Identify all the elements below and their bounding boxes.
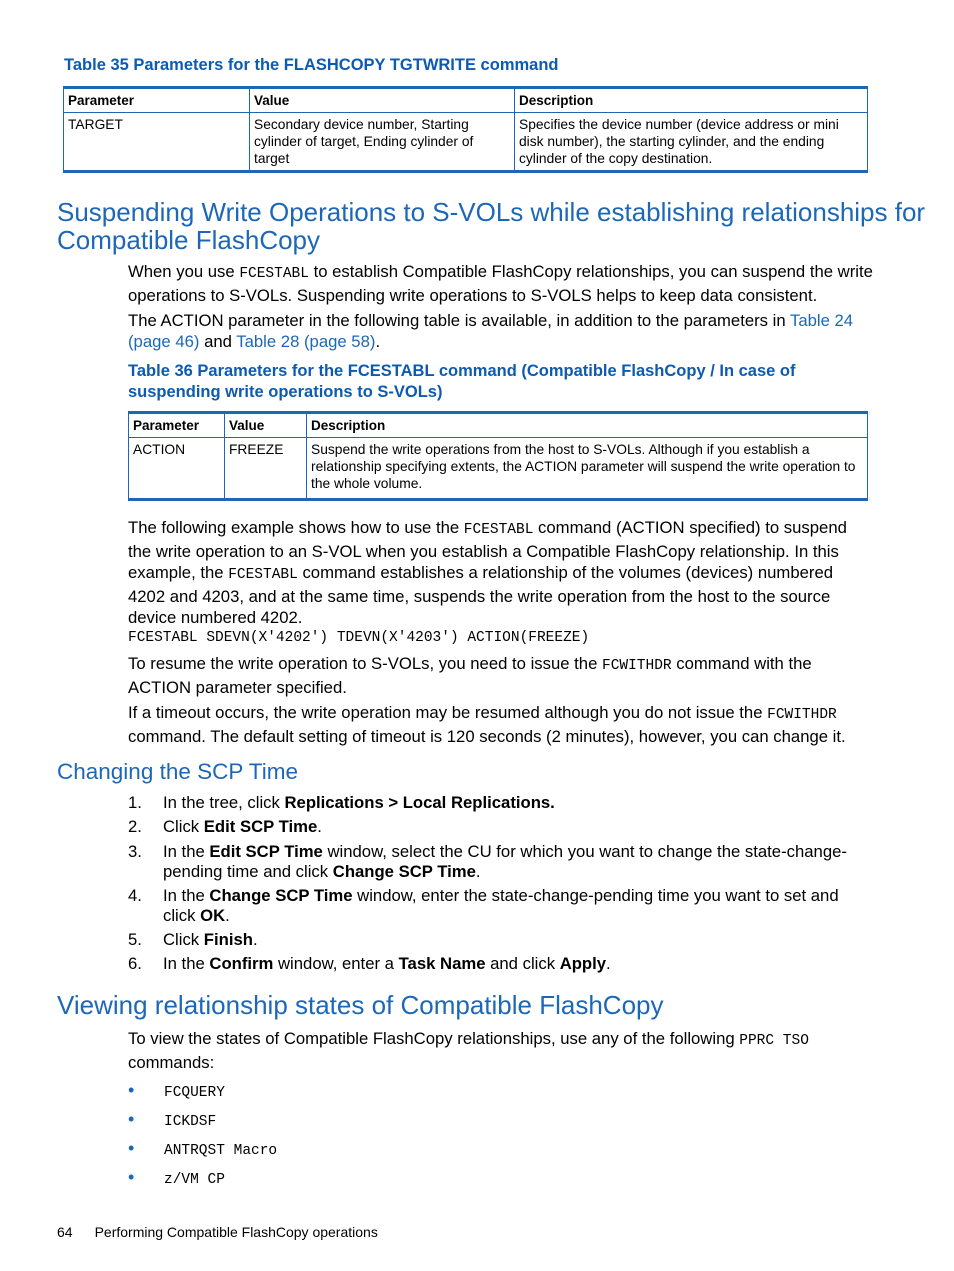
table-row: [129, 438, 868, 500]
steps-list: [128, 793, 873, 978]
code-inline: FCESTABL: [463, 522, 534, 538]
code-inline: FCWITHDR: [767, 707, 837, 723]
table36-header-description: Description: [307, 413, 868, 438]
table35-header-description: Description: [515, 88, 868, 113]
text: .: [252, 930, 258, 949]
table35-cell-parameter: TARGET: [64, 113, 250, 172]
bullet-icon: •: [128, 1109, 135, 1129]
code-inline: FCWITHDR: [602, 658, 672, 674]
text: window, select the CU for which you want to change the state-change-pending time and click: [163, 842, 847, 881]
table35-header-value: Value: [250, 88, 515, 113]
paragraph-resume: [128, 653, 873, 698]
text: to establish Compatible FlashCopy relationships, you can suspend the write operations to S-VOLs. Suspending write operations to S-VOLS helps to keep data consistent.: [128, 262, 873, 305]
command-name: ICKDSF: [164, 1114, 217, 1130]
list-item: [128, 793, 873, 817]
table35-cell-value: Secondary device number, Starting cylinder of target, Ending cylinder of target: [250, 113, 515, 172]
text: In the tree, click: [163, 793, 285, 812]
text: window, enter a: [273, 954, 399, 973]
text: When you use: [128, 262, 240, 281]
ui-label: OK: [200, 906, 226, 925]
text: .: [375, 332, 381, 351]
command-name: ANTRQST Macro: [164, 1143, 278, 1159]
list-item: [128, 817, 873, 842]
table36-cell-description: Suspend the write operations from the host to S-VOLs. Although if you establish a relationship specifying extents, the ACTION parameter will suspend the write operation to the whole volume.: [307, 438, 868, 500]
list-item: [128, 1080, 277, 1110]
table35-cell-description: Specifies the device number (device address or mini disk number), the starting cylinder, and the ending cylinder of the copy destination.: [515, 113, 868, 172]
text: .: [606, 954, 611, 973]
table36-caption: Table 36 Parameters for the FCESTABL command (Compatible FlashCopy / In case of suspending write operations to S-VOLs): [128, 362, 796, 401]
page-number: 64: [57, 1224, 73, 1240]
text: command establishes a relationship of the volumes (devices) numbered 4202 and 4203, and at the same time, suspends the write operation from the host to the source device numbered 4202.: [128, 563, 834, 627]
section-heading-scp-time: Changing the SCP Time: [57, 759, 298, 784]
ui-label: Change SCP Time: [332, 862, 476, 881]
list-item: [128, 886, 873, 930]
paragraph-view-states: [128, 1028, 873, 1073]
list-item: [128, 1167, 277, 1197]
text: To view the states of Compatible FlashCopy relationships, use any of the following: [128, 1029, 740, 1048]
step-number: 1.: [128, 793, 142, 812]
text: In the: [163, 954, 210, 973]
paragraph-example: [128, 517, 873, 628]
text: To resume the write operation to S-VOLs, you need to issue the: [128, 654, 602, 673]
code-inline: FCESTABL: [239, 266, 309, 282]
ui-label: Edit SCP Time: [203, 817, 318, 836]
text: If a timeout occurs, the write operation may be resumed although you do not issue the: [128, 703, 768, 722]
bullet-icon: •: [128, 1080, 135, 1100]
list-item: [128, 1109, 277, 1139]
list-item: [128, 954, 873, 978]
step-number: 2.: [128, 817, 142, 836]
text: In the: [163, 842, 210, 861]
text: command. The default setting of timeout is 120 seconds (2 minutes), however, you can change it.: [128, 727, 846, 746]
table35: [63, 86, 868, 173]
table36-cell-parameter: ACTION: [129, 438, 225, 500]
link-table-28[interactable]: Table 28 (page 58): [236, 332, 376, 351]
code-inline: FCESTABL: [228, 567, 298, 583]
section-heading-suspending: Suspending Write Operations to S-VOLs while establishing relationships for Compatible FlashCopy: [57, 197, 926, 255]
step-number: 3.: [128, 842, 142, 861]
text: command (ACTION specified) to suspend the write operation to an S-VOL when you establish a Compatible FlashCopy relationship. In this example, the: [128, 518, 847, 582]
link-table-24[interactable]: Table 24 (page 46): [128, 311, 854, 351]
text: Click: [163, 930, 204, 949]
code-inline: PPRC TSO: [739, 1033, 809, 1049]
bullet-icon: •: [128, 1167, 135, 1187]
text: and: [199, 332, 237, 351]
step-number: 4.: [128, 886, 142, 905]
table36: [128, 411, 868, 501]
code-example: FCESTABL SDEVN(X'4202') TDEVN(X'4203') ACTION(FREEZE): [128, 630, 590, 646]
list-item: [128, 1138, 278, 1168]
text: .: [475, 862, 481, 881]
text: commands:: [128, 1053, 215, 1072]
paragraph-intro: [128, 261, 873, 306]
ui-label: Change SCP Time: [209, 886, 353, 905]
section-heading-viewing: Viewing relationship states of Compatible FlashCopy: [57, 990, 664, 1020]
step-number: 6.: [128, 954, 142, 973]
paragraph-timeout: [128, 702, 873, 747]
text: Click: [163, 817, 204, 836]
text: The ACTION parameter in the following table is available, in addition to the parameters in: [128, 311, 790, 330]
table36-header-value: Value: [225, 413, 307, 438]
footer-title: Performing Compatible FlashCopy operations: [94, 1224, 378, 1240]
ui-label: Edit SCP Time: [209, 842, 323, 861]
command-name: z/VM CP: [164, 1172, 225, 1188]
list-item: [128, 842, 873, 886]
text: .: [317, 817, 322, 836]
footer: [57, 1223, 378, 1241]
text: The following example shows how to use the: [128, 518, 464, 537]
ui-label: Task Name: [398, 954, 486, 973]
command-name: FCQUERY: [164, 1085, 225, 1101]
text: In the: [163, 886, 210, 905]
ui-label: Apply: [559, 954, 607, 973]
table-row: [64, 113, 868, 172]
ui-label: Replications > Local Replications.: [284, 793, 555, 812]
table35-caption: Table 35 Parameters for the FLASHCOPY TGTWRITE command: [64, 56, 559, 74]
bullet-icon: •: [128, 1138, 135, 1158]
text: .: [225, 906, 230, 925]
table35-header-parameter: Parameter: [64, 88, 250, 113]
paragraph-action-param: [128, 310, 873, 352]
text: and click: [485, 954, 560, 973]
list-item: [128, 930, 873, 954]
ui-label: Confirm: [209, 954, 274, 973]
table36-header-parameter: Parameter: [129, 413, 225, 438]
ui-label: Finish: [203, 930, 253, 949]
text: command with the ACTION parameter specified.: [128, 654, 812, 697]
step-number: 5.: [128, 930, 142, 949]
text: window, enter the state-change-pending time you want to set and click: [163, 886, 839, 925]
table36-cell-value: FREEZE: [225, 438, 307, 500]
commands-list: [128, 1080, 278, 1197]
